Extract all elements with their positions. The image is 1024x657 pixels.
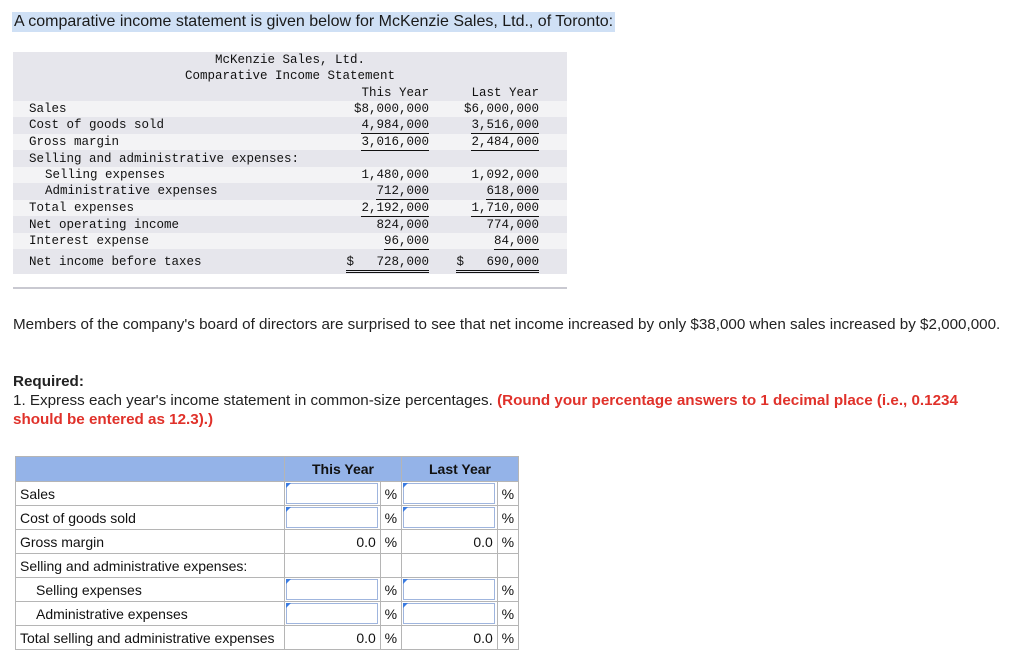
percent-sign: % [497, 530, 518, 554]
admin-last-year-input[interactable] [403, 603, 495, 624]
company-name: McKenzie Sales, Ltd. [214, 53, 366, 67]
cogs-last-year-input[interactable] [403, 507, 495, 528]
percent-sign: % [497, 626, 518, 650]
total-sga-last-year-value: 0.0 [402, 626, 498, 650]
row-label: Selling and administrative expenses: [16, 554, 285, 578]
answer-row-sga-heading [16, 554, 519, 578]
income-statement [13, 52, 567, 274]
rounding-note: (Round your percentage answers to 1 decimal place (i.e., 0.1234 should be entered as 12.3).) [13, 392, 958, 428]
answer-row-total-sga [16, 626, 519, 650]
answer-row-admin [16, 602, 519, 626]
percent-sign: % [497, 578, 518, 602]
percent-sign: % [497, 482, 518, 506]
statement-divider [13, 287, 567, 289]
percent-sign: % [380, 578, 401, 602]
stmt-row-sales: Sales $8,000,000 $6,000,000 [13, 101, 567, 117]
cogs-this-year-input[interactable] [286, 507, 378, 528]
row-label: Gross margin [16, 530, 285, 554]
answer-header-row [16, 457, 519, 482]
percent-sign: % [380, 602, 401, 626]
percent-sign: % [497, 602, 518, 626]
board-paragraph: Members of the company's board of directors are surprised to see that net income increased by only $38,000 when sales increased by $2,000,000. [13, 316, 1001, 333]
intro-text: A comparative income statement is given below for McKenzie Sales, Ltd., of Toronto: [14, 13, 614, 30]
stmt-row-interest: Interest expense 96,000 84,000 [13, 233, 567, 249]
row-label: Selling expenses [16, 578, 285, 602]
row-label: Sales [16, 482, 285, 506]
required-section [13, 372, 1003, 429]
percent-sign: % [380, 482, 401, 506]
statement-title: Comparative Income Statement [184, 69, 396, 83]
stmt-row-sga-heading: Selling and administrative expenses: [29, 152, 300, 166]
total-sga-this-year-value: 0.0 [285, 626, 381, 650]
stmt-row-net-operating: Net operating income 824,000 774,000 [29, 218, 539, 232]
stmt-row-total-expenses: Total expenses 2,192,000 1,710,000 [13, 200, 567, 216]
gross-margin-this-year-value: 0.0 [285, 530, 381, 554]
stmt-row-admin: Administrative expenses 712,000 618,000 [45, 184, 539, 198]
header-last-year: Last Year [402, 457, 519, 482]
percent-sign: % [380, 530, 401, 554]
row-label: Administrative expenses [16, 602, 285, 626]
header-this-year: This Year [285, 457, 402, 482]
stmt-row-selling: Selling expenses 1,480,000 1,092,000 [13, 167, 567, 183]
required-heading: Required: [13, 373, 84, 390]
stmt-row-cogs: Cost of goods sold 4,984,000 3,516,000 [29, 118, 539, 132]
col-last-year: Last Year [471, 86, 539, 100]
sales-this-year-input[interactable] [286, 483, 378, 504]
selling-last-year-input[interactable] [403, 579, 495, 600]
header-blank [16, 457, 285, 482]
answer-row-gross-margin [16, 530, 519, 554]
gross-margin-last-year-value: 0.0 [402, 530, 498, 554]
answer-table [15, 456, 519, 650]
sales-last-year-input[interactable] [403, 483, 495, 504]
percent-sign: % [380, 626, 401, 650]
admin-this-year-input[interactable] [286, 603, 378, 624]
row-label: Cost of goods sold [16, 506, 285, 530]
answer-row-cogs [16, 506, 519, 530]
selling-this-year-input[interactable] [286, 579, 378, 600]
required-text: 1. Express each year's income statement in common-size percentages. [13, 392, 493, 409]
stmt-row-net-income: Net income before taxes $ 728,000 $ 690,000 [13, 254, 567, 270]
col-this-year: This Year [361, 86, 429, 100]
answer-row-sales [16, 482, 519, 506]
stmt-row-gross-margin: Gross margin 3,016,000 2,484,000 [13, 134, 567, 150]
row-label: Total selling and administrative expenses [16, 626, 285, 650]
answer-row-selling [16, 578, 519, 602]
percent-sign: % [497, 506, 518, 530]
percent-sign: % [380, 506, 401, 530]
